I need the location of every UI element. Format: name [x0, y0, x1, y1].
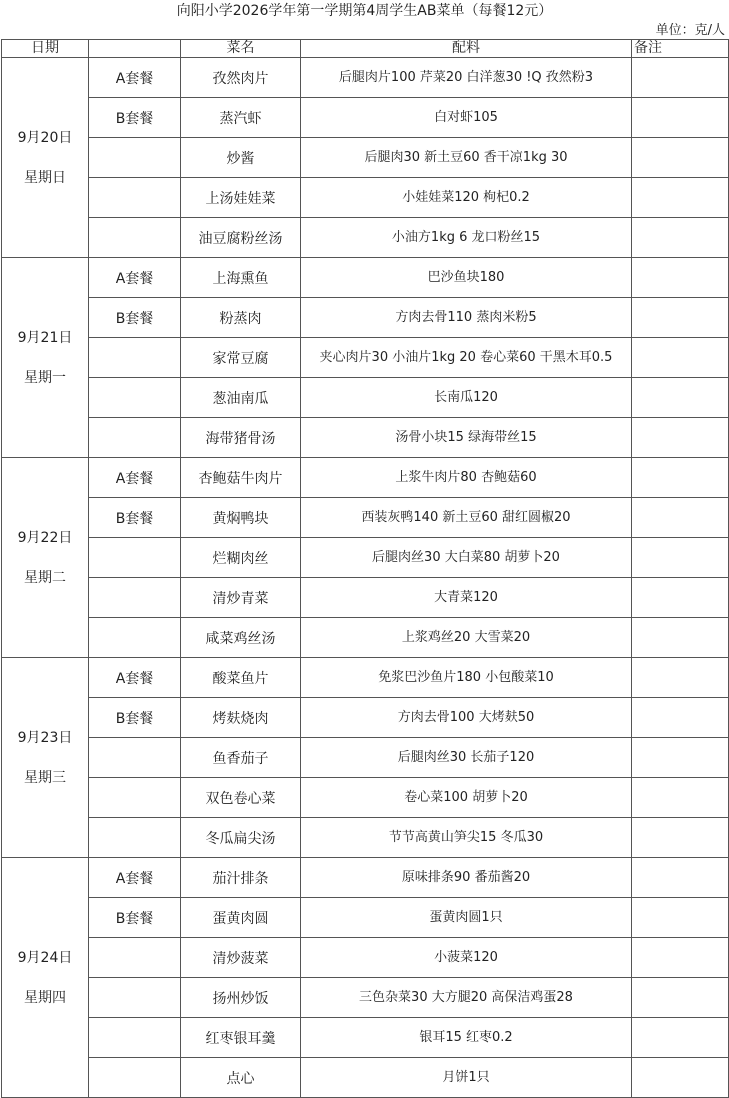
- menu-body: [2, 58, 729, 1098]
- set-cell: [89, 338, 181, 378]
- set-cell: [89, 138, 181, 178]
- remark-cell: [632, 698, 729, 738]
- remark-cell: [632, 778, 729, 818]
- remark-cell: [632, 578, 729, 618]
- set-cell: A套餐: [89, 458, 181, 498]
- date-text: 9月24日: [17, 949, 73, 966]
- table-row: [2, 538, 729, 578]
- set-cell: [89, 178, 181, 218]
- remark-cell: [632, 338, 729, 378]
- dish-cell: 扬州炒饭: [181, 978, 301, 1018]
- set-cell: A套餐: [89, 658, 181, 698]
- ingredients-cell: 西装灰鸭140 新土豆60 甜红圆椒20: [301, 498, 632, 538]
- date-text: 9月22日: [17, 529, 73, 546]
- date-text: 9月20日: [17, 129, 73, 146]
- table-row: [2, 1018, 729, 1058]
- remark-cell: [632, 738, 729, 778]
- header-ingredients: 配料: [301, 40, 632, 58]
- header-set: [89, 40, 181, 58]
- header-row: [2, 40, 729, 58]
- remark-cell: [632, 378, 729, 418]
- dish-cell: 黄焖鸭块: [181, 498, 301, 538]
- dish-cell: 孜然肉片: [181, 58, 301, 98]
- dish-cell: 烤麸烧肉: [181, 698, 301, 738]
- ingredients-cell: 小油方1kg 6 龙口粉丝15: [301, 218, 632, 258]
- set-cell: [89, 538, 181, 578]
- dish-cell: 海带猪骨汤: [181, 418, 301, 458]
- dish-cell: 烂糊肉丝: [181, 538, 301, 578]
- set-cell: [89, 578, 181, 618]
- table-row: [2, 938, 729, 978]
- set-cell: B套餐: [89, 298, 181, 338]
- set-cell: [89, 938, 181, 978]
- set-cell: B套餐: [89, 898, 181, 938]
- table-row: [2, 658, 729, 698]
- remark-cell: [632, 298, 729, 338]
- ingredients-cell: 白对虾105: [301, 98, 632, 138]
- table-row: [2, 858, 729, 898]
- header-dish: 菜名: [181, 40, 301, 58]
- remark-cell: [632, 818, 729, 858]
- set-cell: [89, 978, 181, 1018]
- table-row: [2, 578, 729, 618]
- table-row: [2, 818, 729, 858]
- dish-cell: 粉蒸肉: [181, 298, 301, 338]
- set-cell: [89, 218, 181, 258]
- set-cell: A套餐: [89, 858, 181, 898]
- date-cell: [2, 458, 89, 658]
- ingredients-cell: 节节高黄山笋尖15 冬瓜30: [301, 818, 632, 858]
- table-row: [2, 338, 729, 378]
- table-row: [2, 1058, 729, 1098]
- remark-cell: [632, 858, 729, 898]
- weekday-text: 星期三: [24, 769, 66, 786]
- ingredients-cell: 后腿肉丝30 长茄子120: [301, 738, 632, 778]
- remark-cell: [632, 138, 729, 178]
- ingredients-cell: 巴沙鱼块180: [301, 258, 632, 298]
- set-cell: [89, 418, 181, 458]
- remark-cell: [632, 618, 729, 658]
- set-cell: [89, 1058, 181, 1098]
- dish-cell: 红枣银耳羹: [181, 1018, 301, 1058]
- dish-cell: 冬瓜扁尖汤: [181, 818, 301, 858]
- dish-cell: 葱油南瓜: [181, 378, 301, 418]
- table-row: [2, 378, 729, 418]
- menu-table: [1, 39, 729, 1098]
- table-row: [2, 258, 729, 298]
- ingredients-cell: 大青菜120: [301, 578, 632, 618]
- table-row: [2, 898, 729, 938]
- table-row: [2, 698, 729, 738]
- table-row: [2, 138, 729, 178]
- remark-cell: [632, 178, 729, 218]
- date-text: 9月23日: [17, 729, 73, 746]
- weekday-text: 星期二: [24, 569, 66, 586]
- ingredients-cell: 夹心肉片30 小油片1kg 20 卷心菜60 干黑木耳0.5: [301, 338, 632, 378]
- ingredients-cell: 上浆牛肉片80 杏鲍菇60: [301, 458, 632, 498]
- header-remark: 备注: [632, 40, 729, 58]
- table-row: [2, 978, 729, 1018]
- ingredients-cell: 蛋黄肉圆1只: [301, 898, 632, 938]
- date-cell: [2, 58, 89, 258]
- table-row: [2, 618, 729, 658]
- dish-cell: 蒸汽虾: [181, 98, 301, 138]
- ingredients-cell: 小菠菜120: [301, 938, 632, 978]
- dish-cell: 蛋黄肉圆: [181, 898, 301, 938]
- remark-cell: [632, 1018, 729, 1058]
- ingredients-cell: 长南瓜120: [301, 378, 632, 418]
- table-row: [2, 498, 729, 538]
- ingredients-cell: 后腿肉30 新土豆60 香干凉1kg 30: [301, 138, 632, 178]
- dish-cell: 鱼香茄子: [181, 738, 301, 778]
- remark-cell: [632, 938, 729, 978]
- set-cell: A套餐: [89, 58, 181, 98]
- dish-cell: 上汤娃娃菜: [181, 178, 301, 218]
- dish-cell: 上海熏鱼: [181, 258, 301, 298]
- remark-cell: [632, 1058, 729, 1098]
- table-row: [2, 778, 729, 818]
- table-row: [2, 738, 729, 778]
- remark-cell: [632, 98, 729, 138]
- ingredients-cell: 上浆鸡丝20 大雪菜20: [301, 618, 632, 658]
- date-text: 9月21日: [17, 329, 73, 346]
- dish-cell: 点心: [181, 1058, 301, 1098]
- table-row: [2, 298, 729, 338]
- remark-cell: [632, 58, 729, 98]
- set-cell: A套餐: [89, 258, 181, 298]
- ingredients-cell: 汤骨小块15 绿海带丝15: [301, 418, 632, 458]
- table-row: [2, 98, 729, 138]
- table-row: [2, 58, 729, 98]
- ingredients-cell: 免浆巴沙鱼片180 小包酸菜10: [301, 658, 632, 698]
- weekday-text: 星期四: [24, 989, 66, 1006]
- ingredients-cell: 原味排条90 番茄酱20: [301, 858, 632, 898]
- dish-cell: 清炒青菜: [181, 578, 301, 618]
- dish-cell: 茄汁排条: [181, 858, 301, 898]
- remark-cell: [632, 498, 729, 538]
- ingredients-cell: 后腿肉片100 芹菜20 白洋葱30 !Q 孜然粉3: [301, 58, 632, 98]
- dish-cell: 咸菜鸡丝汤: [181, 618, 301, 658]
- ingredients-cell: 卷心菜100 胡萝卜20: [301, 778, 632, 818]
- page-title: 向阳小学2026学年第一学期第4周学生AB菜单（每餐12元）: [176, 3, 553, 19]
- ingredients-cell: 银耳15 红枣0.2: [301, 1018, 632, 1058]
- set-cell: [89, 818, 181, 858]
- table-row: [2, 458, 729, 498]
- remark-cell: [632, 258, 729, 298]
- remark-cell: [632, 658, 729, 698]
- date-cell: [2, 258, 89, 458]
- weekday-text: 星期日: [24, 169, 66, 186]
- dish-cell: 油豆腐粉丝汤: [181, 218, 301, 258]
- dish-cell: 酸菜鱼片: [181, 658, 301, 698]
- ingredients-cell: 方肉去骨100 大烤麸50: [301, 698, 632, 738]
- weekday-text: 星期一: [24, 369, 66, 386]
- dish-cell: 清炒菠菜: [181, 938, 301, 978]
- set-cell: [89, 738, 181, 778]
- header-date: 日期: [2, 40, 89, 58]
- date-cell: [2, 658, 89, 858]
- table-row: [2, 218, 729, 258]
- ingredients-cell: 三色杂菜30 大方腿20 高保洁鸡蛋28: [301, 978, 632, 1018]
- date-cell: [2, 858, 89, 1098]
- dish-cell: 炒酱: [181, 138, 301, 178]
- table-row: [2, 418, 729, 458]
- set-cell: [89, 778, 181, 818]
- remark-cell: [632, 898, 729, 938]
- ingredients-cell: 小娃娃菜120 枸杞0.2: [301, 178, 632, 218]
- ingredients-cell: 后腿肉丝30 大白菜80 胡萝卜20: [301, 538, 632, 578]
- set-cell: B套餐: [89, 698, 181, 738]
- set-cell: B套餐: [89, 498, 181, 538]
- set-cell: [89, 378, 181, 418]
- remark-cell: [632, 458, 729, 498]
- unit-label: 单位：克/人: [655, 23, 725, 38]
- remark-cell: [632, 218, 729, 258]
- dish-cell: 家常豆腐: [181, 338, 301, 378]
- dish-cell: 杏鲍菇牛肉片: [181, 458, 301, 498]
- set-cell: [89, 618, 181, 658]
- dish-cell: 双色卷心菜: [181, 778, 301, 818]
- table-row: [2, 178, 729, 218]
- ingredients-cell: 方肉去骨110 蒸肉米粉5: [301, 298, 632, 338]
- remark-cell: [632, 418, 729, 458]
- ingredients-cell: 月饼1只: [301, 1058, 632, 1098]
- remark-cell: [632, 538, 729, 578]
- set-cell: B套餐: [89, 98, 181, 138]
- set-cell: [89, 1018, 181, 1058]
- remark-cell: [632, 978, 729, 1018]
